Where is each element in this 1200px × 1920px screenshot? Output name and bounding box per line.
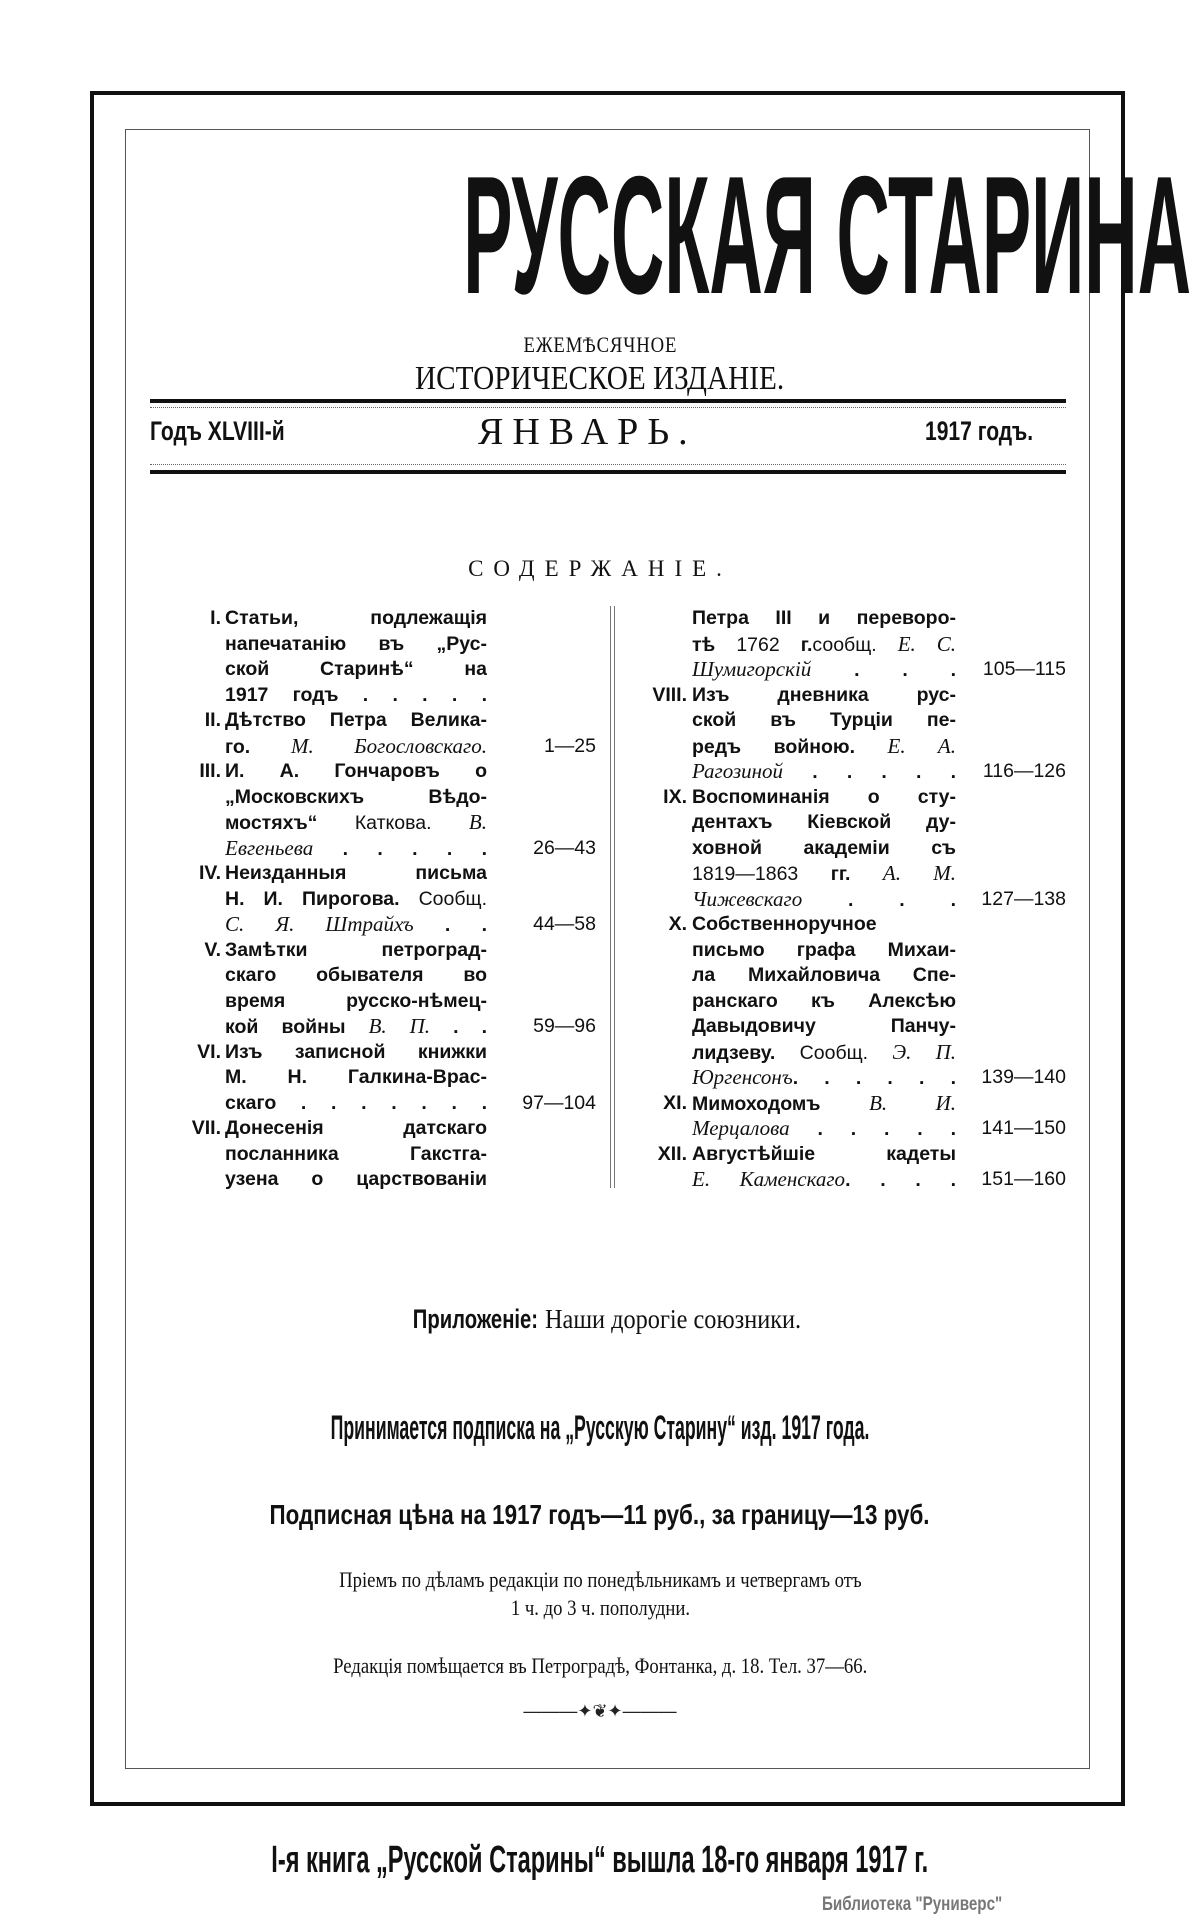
- entry-pages: 44—58: [533, 913, 596, 935]
- entry-title-line: [692, 963, 956, 989]
- entry-text: . . .: [811, 659, 956, 681]
- entry-author: В. П.: [368, 1014, 431, 1038]
- entry-title-line: [692, 1091, 956, 1117]
- contents-entry: [0, 606, 1100, 683]
- entry-number: IV.: [198, 862, 221, 884]
- entry-text: . . . . .: [313, 837, 487, 860]
- entry-text: дентахъ Кіевской ду-: [692, 811, 956, 833]
- entry-text: ской Старинѣ“ на: [225, 658, 487, 680]
- entry-title-line: [692, 1142, 956, 1168]
- appendix-label: Приложеніе:: [412, 1304, 538, 1334]
- reception-notice: Пріемъ по дѣламъ редакціи по понедѣльникамъ и четвергамъ отъ 1 ч. до 3 ч. пополудни.: [338, 1567, 862, 1620]
- entry-author: Э. П.: [892, 1039, 956, 1064]
- entry-text: посланника Гакстга-: [225, 1142, 487, 1165]
- entry-number: XI.: [663, 1091, 687, 1114]
- entry-number: I.: [210, 607, 221, 629]
- address-notice: Редакція помѣщается въ Петроградѣ, Фонтанка, д. 18. Тел. 37—66.: [332, 1653, 868, 1678]
- price-notice: Подписная цѣна на 1917 годъ—11 руб., за границу—13 руб.: [269, 1499, 931, 1530]
- appendix-text: Наши дорогіе союзники.: [544, 1304, 801, 1334]
- entry-title-line: [692, 632, 956, 658]
- entry-number: VII.: [191, 1117, 221, 1139]
- entry-text: Августѣйшіе кадеты: [692, 1142, 956, 1165]
- entry-number: II.: [204, 709, 221, 731]
- rule-dotted-top: [150, 407, 1066, 408]
- entry-title-line: [692, 836, 956, 862]
- entry-text: „Московскихъ Вѣдо-: [225, 785, 487, 808]
- entry-text: 1819—1863: [692, 863, 831, 885]
- issue-year-of-publication: Годъ XLVIII-й: [150, 416, 285, 446]
- entry-text: . .: [413, 914, 487, 936]
- entry-title-line: [692, 861, 956, 887]
- entry-author: С. Я. Штрайхъ: [225, 912, 414, 936]
- entry-text: узена о царствованіи: [225, 1168, 487, 1190]
- entry-title-line: [692, 708, 956, 734]
- entry-text: ла Михайловича Спе-: [692, 964, 956, 986]
- entry-text: . . . . .: [789, 1118, 956, 1140]
- entry-title-line: [692, 1116, 956, 1142]
- entry-text: Воспоминанія о сту-: [692, 785, 956, 808]
- entry-text: Сообщ.: [799, 1041, 893, 1064]
- entry-text: Сообщ.: [418, 887, 487, 910]
- entry-number: IX.: [663, 785, 687, 808]
- entry-text: ской въ Турціи пе-: [692, 709, 956, 731]
- entry-text: скаго обывателя во: [225, 964, 487, 986]
- entry-author: Рагозиной: [692, 759, 784, 783]
- entry-title-line: [692, 810, 956, 836]
- entry-text: Собственноручное: [692, 913, 877, 935]
- contents-entry: [0, 1142, 1100, 1193]
- entry-title-line: [692, 1065, 956, 1091]
- rule-dotted-bottom: [150, 464, 1066, 465]
- entry-title-line: [692, 938, 956, 964]
- masthead-subtitle-historical: ИСТОРИЧЕСКОЕ ИЗДАНІЕ.: [415, 360, 785, 397]
- entry-title-line: [692, 785, 956, 811]
- entry-title-line: [692, 759, 956, 785]
- contents-entry: [0, 1091, 1100, 1142]
- entry-pages: 151—160: [981, 1168, 1066, 1190]
- issue-year: 1917 годъ.: [925, 416, 1034, 446]
- entry-author: Мерцалова: [692, 1116, 790, 1140]
- masthead-title: РУССКАЯ СТАРИНА: [463, 141, 1192, 329]
- entry-text: . . . . .: [783, 761, 956, 783]
- entry-text: скаго . . . . . . .: [225, 1091, 487, 1114]
- entry-pages: 139—140: [981, 1066, 1066, 1088]
- entry-title-line: [692, 683, 956, 709]
- footer-note: І-я книга „Русской Старины“ вышла 18-го января 1917 г.: [271, 1839, 929, 1881]
- entry-text: Каткова.: [354, 812, 469, 834]
- entry-text: 1762: [736, 633, 801, 656]
- entry-title-line: [692, 1014, 956, 1040]
- entry-text: редъ войною.: [692, 735, 888, 758]
- entry-text: И. А. Гончаровъ о: [225, 760, 487, 782]
- entry-number: XII.: [657, 1142, 687, 1165]
- entry-number: X.: [668, 913, 687, 935]
- entry-author: М. Богословскаго.: [290, 733, 487, 758]
- entry-text: 1917 годъ . . . . .: [225, 683, 487, 706]
- entry-title-line: [692, 1040, 956, 1066]
- ornament-divider: ———✦❦✦———: [523, 1701, 677, 1721]
- entry-number: VIII.: [652, 683, 687, 706]
- entry-author: Евгеньева: [225, 835, 314, 860]
- rule-thick-top: [150, 399, 1066, 403]
- masthead-subtitle-monthly: ЕЖЕМѢСЯЧНОЕ: [523, 332, 677, 357]
- entry-title-line: [692, 989, 956, 1015]
- contents-entry: [0, 785, 1100, 913]
- entry-text: Дѣтство Петра Велика-: [225, 709, 487, 731]
- entry-pages: 97—104: [522, 1091, 596, 1114]
- entry-text: Неизданныя письма: [225, 862, 487, 884]
- entry-text: ранскаго къ Алексѣю: [692, 989, 956, 1012]
- library-watermark: Библиотека "Руниверс": [822, 1894, 1003, 1915]
- entry-pages: 105—115: [982, 658, 1066, 680]
- entry-text: лидзеву.: [692, 1041, 800, 1064]
- entry-text: го.: [225, 735, 291, 758]
- entry-text: сообщ.: [812, 633, 898, 656]
- issue-month: ЯНВАРЬ.: [478, 411, 697, 453]
- entry-text: Замѣтки петроград-: [225, 938, 487, 961]
- entry-pages: 141—150: [981, 1117, 1066, 1139]
- entry-text: мостяхъ“: [225, 812, 355, 834]
- entry-author: Е. Каменскаго: [692, 1167, 846, 1191]
- entry-text: напечатанію въ „Рус-: [225, 632, 487, 655]
- entry-text: письмо графа Михаи-: [692, 938, 956, 961]
- entry-text: тѣ: [692, 633, 737, 656]
- entry-title-line: [692, 912, 956, 938]
- entry-text: Петра III и переворо-: [692, 607, 956, 629]
- entry-author: В. И.: [869, 1090, 956, 1115]
- entry-pages: 59—96: [533, 1015, 596, 1037]
- entry-pages: 26—43: [533, 836, 596, 859]
- contents-entry: [0, 912, 1100, 1091]
- subscription-notice: Принимается подписка на „Русскую Старину“ изд. 1917 года.: [330, 1409, 870, 1447]
- entry-title-line: [692, 657, 956, 683]
- entry-pages: 1—25: [543, 734, 596, 757]
- entry-title-line: [692, 606, 956, 632]
- entry-text: . . . .: [845, 1169, 956, 1191]
- entry-title-line: [692, 1167, 956, 1193]
- entry-text: кой войны: [225, 1016, 369, 1038]
- entry-author: В.: [468, 810, 487, 834]
- entry-text: ховной академіи съ: [692, 836, 956, 859]
- entry-text: г.: [800, 633, 813, 656]
- appendix-line: [0, 1303, 1200, 1335]
- rule-thick-bottom: [150, 470, 1066, 474]
- contents-entry: [0, 683, 1100, 785]
- entry-pages: 116—126: [982, 760, 1066, 782]
- contents-column-right: [0, 606, 1100, 1193]
- entry-text: время русско-нѣмец-: [225, 989, 487, 1012]
- entry-author: Е. А.: [887, 733, 956, 758]
- entry-number: III.: [199, 760, 221, 782]
- entry-author: Шумигорскій: [692, 657, 812, 681]
- entry-title-line: [692, 734, 956, 760]
- entry-pages: 127—138: [981, 887, 1066, 910]
- entry-text: Изъ записной книжки: [225, 1040, 487, 1063]
- entry-title-line: [692, 887, 956, 913]
- entry-number: V.: [204, 938, 221, 961]
- entry-author: Юргенсонъ: [692, 1065, 793, 1089]
- entry-text: Донесенія датскаго: [225, 1117, 487, 1139]
- entry-text: Н. И. Пирогова.: [225, 887, 419, 910]
- entry-text: . . . . . .: [792, 1067, 956, 1089]
- entry-author: Е. С.: [897, 631, 956, 656]
- entry-text: М. Н. Галкина-Врас-: [225, 1066, 487, 1088]
- entry-text: . .: [430, 1016, 487, 1038]
- entry-text: Мимоходомъ: [692, 1092, 870, 1115]
- entry-text: Давыдовичу Панчу-: [692, 1015, 956, 1037]
- entry-author: А. М.: [882, 861, 956, 885]
- entry-text: гг.: [830, 863, 883, 885]
- entry-text: Статьи, подлежащія: [225, 607, 487, 629]
- contents-heading: СОДЕРЖАНІЕ.: [468, 556, 732, 581]
- entry-text: Изъ дневника рус-: [692, 683, 956, 706]
- entry-text: . . .: [802, 888, 956, 911]
- entry-number: VI.: [197, 1040, 221, 1063]
- entry-author: Чижевскаго: [692, 886, 803, 911]
